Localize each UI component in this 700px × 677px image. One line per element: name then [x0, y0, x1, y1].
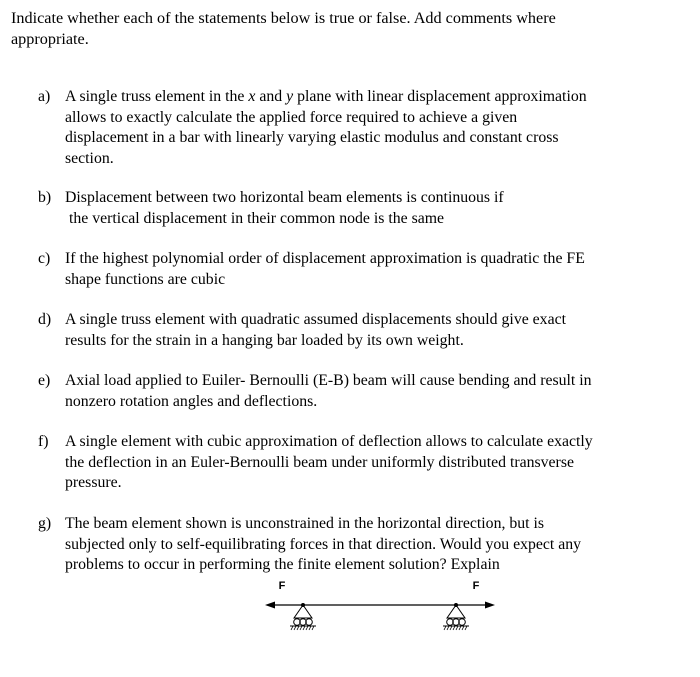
question-e	[38, 371, 658, 412]
question-a-line-3: displacement in a bar with linearly varying elastic modulus and constant cross	[65, 129, 559, 146]
question-g-line-3: problems to occur in performing the finite element solution? Explain	[65, 556, 500, 573]
question-b-line-1: Displacement between two horizontal beam elements is continuous if	[65, 189, 504, 206]
question-d-line-1: A single truss element with quadratic assumed displacements should give exact	[65, 311, 566, 328]
right-force-arrow	[485, 602, 495, 609]
beam-element-figure	[255, 578, 505, 638]
question-a-text	[65, 87, 658, 169]
question-g-line-2: subjected only to self-equilibrating forces in that direction. Would you expect any	[65, 535, 582, 553]
question-d	[38, 310, 658, 351]
left-force-label: F	[278, 580, 286, 592]
question-b	[38, 188, 658, 229]
question-c-line-2: shape functions are cubic	[65, 270, 226, 288]
left-force-arrow	[265, 602, 275, 609]
question-a	[38, 87, 658, 169]
question-b-line-2: the vertical displacement in their common node is the same	[69, 209, 445, 227]
question-f-line-2: the deflection in an Euler-Bernoulli beam under uniformly distributed transverse	[65, 453, 574, 471]
left-roller-support	[290, 603, 316, 630]
instructions-line-2: appropriate.	[11, 30, 89, 48]
question-g-text	[65, 514, 658, 576]
question-g	[38, 514, 658, 576]
question-c-line-1: If the highest polynomial order of displacement approximation is quadratic the FE	[65, 250, 585, 267]
question-f-text	[65, 432, 658, 494]
question-d-text	[65, 310, 658, 351]
question-e-line-2: nonzero rotation angles and deflections.	[65, 392, 318, 410]
right-roller-support	[443, 603, 469, 630]
question-a-line-4: section.	[65, 149, 114, 167]
question-f	[38, 432, 658, 494]
question-f-line-1: A single element with cubic approximation of deflection allows to calculate exactly	[65, 433, 593, 450]
instructions-line-1: Indicate whether each of the statements below is true or false. Add comments where	[11, 9, 556, 27]
question-b-text	[65, 188, 658, 229]
question-f-letter: f)	[38, 433, 49, 450]
question-c	[38, 249, 658, 290]
question-a-letter: a)	[38, 88, 51, 105]
question-e-line-1: Axial load applied to Euiler- Bernoulli (E-B) beam will cause bending and result in	[65, 372, 592, 389]
question-c-letter: c)	[38, 250, 51, 267]
question-g-line-1: The beam element shown is unconstrained in the horizontal direction, but is	[65, 515, 545, 532]
question-f-line-3: pressure.	[65, 474, 122, 491]
right-force-label: F	[472, 580, 480, 592]
question-c-text	[65, 249, 658, 290]
question-a-line-2: allows to exactly calculate the applied force required to achieve a given	[65, 108, 518, 126]
question-d-line-2: results for the strain in a hanging bar loaded by its own weight.	[65, 331, 464, 349]
instructions	[11, 8, 651, 50]
question-d-letter: d)	[38, 311, 52, 328]
question-g-letter: g)	[38, 515, 52, 532]
question-e-text	[65, 371, 658, 412]
question-a-line-1: A single truss element in the x and y plane with linear displacement approximation	[65, 88, 587, 105]
question-e-letter: e)	[38, 372, 51, 389]
question-b-letter: b)	[38, 189, 52, 206]
